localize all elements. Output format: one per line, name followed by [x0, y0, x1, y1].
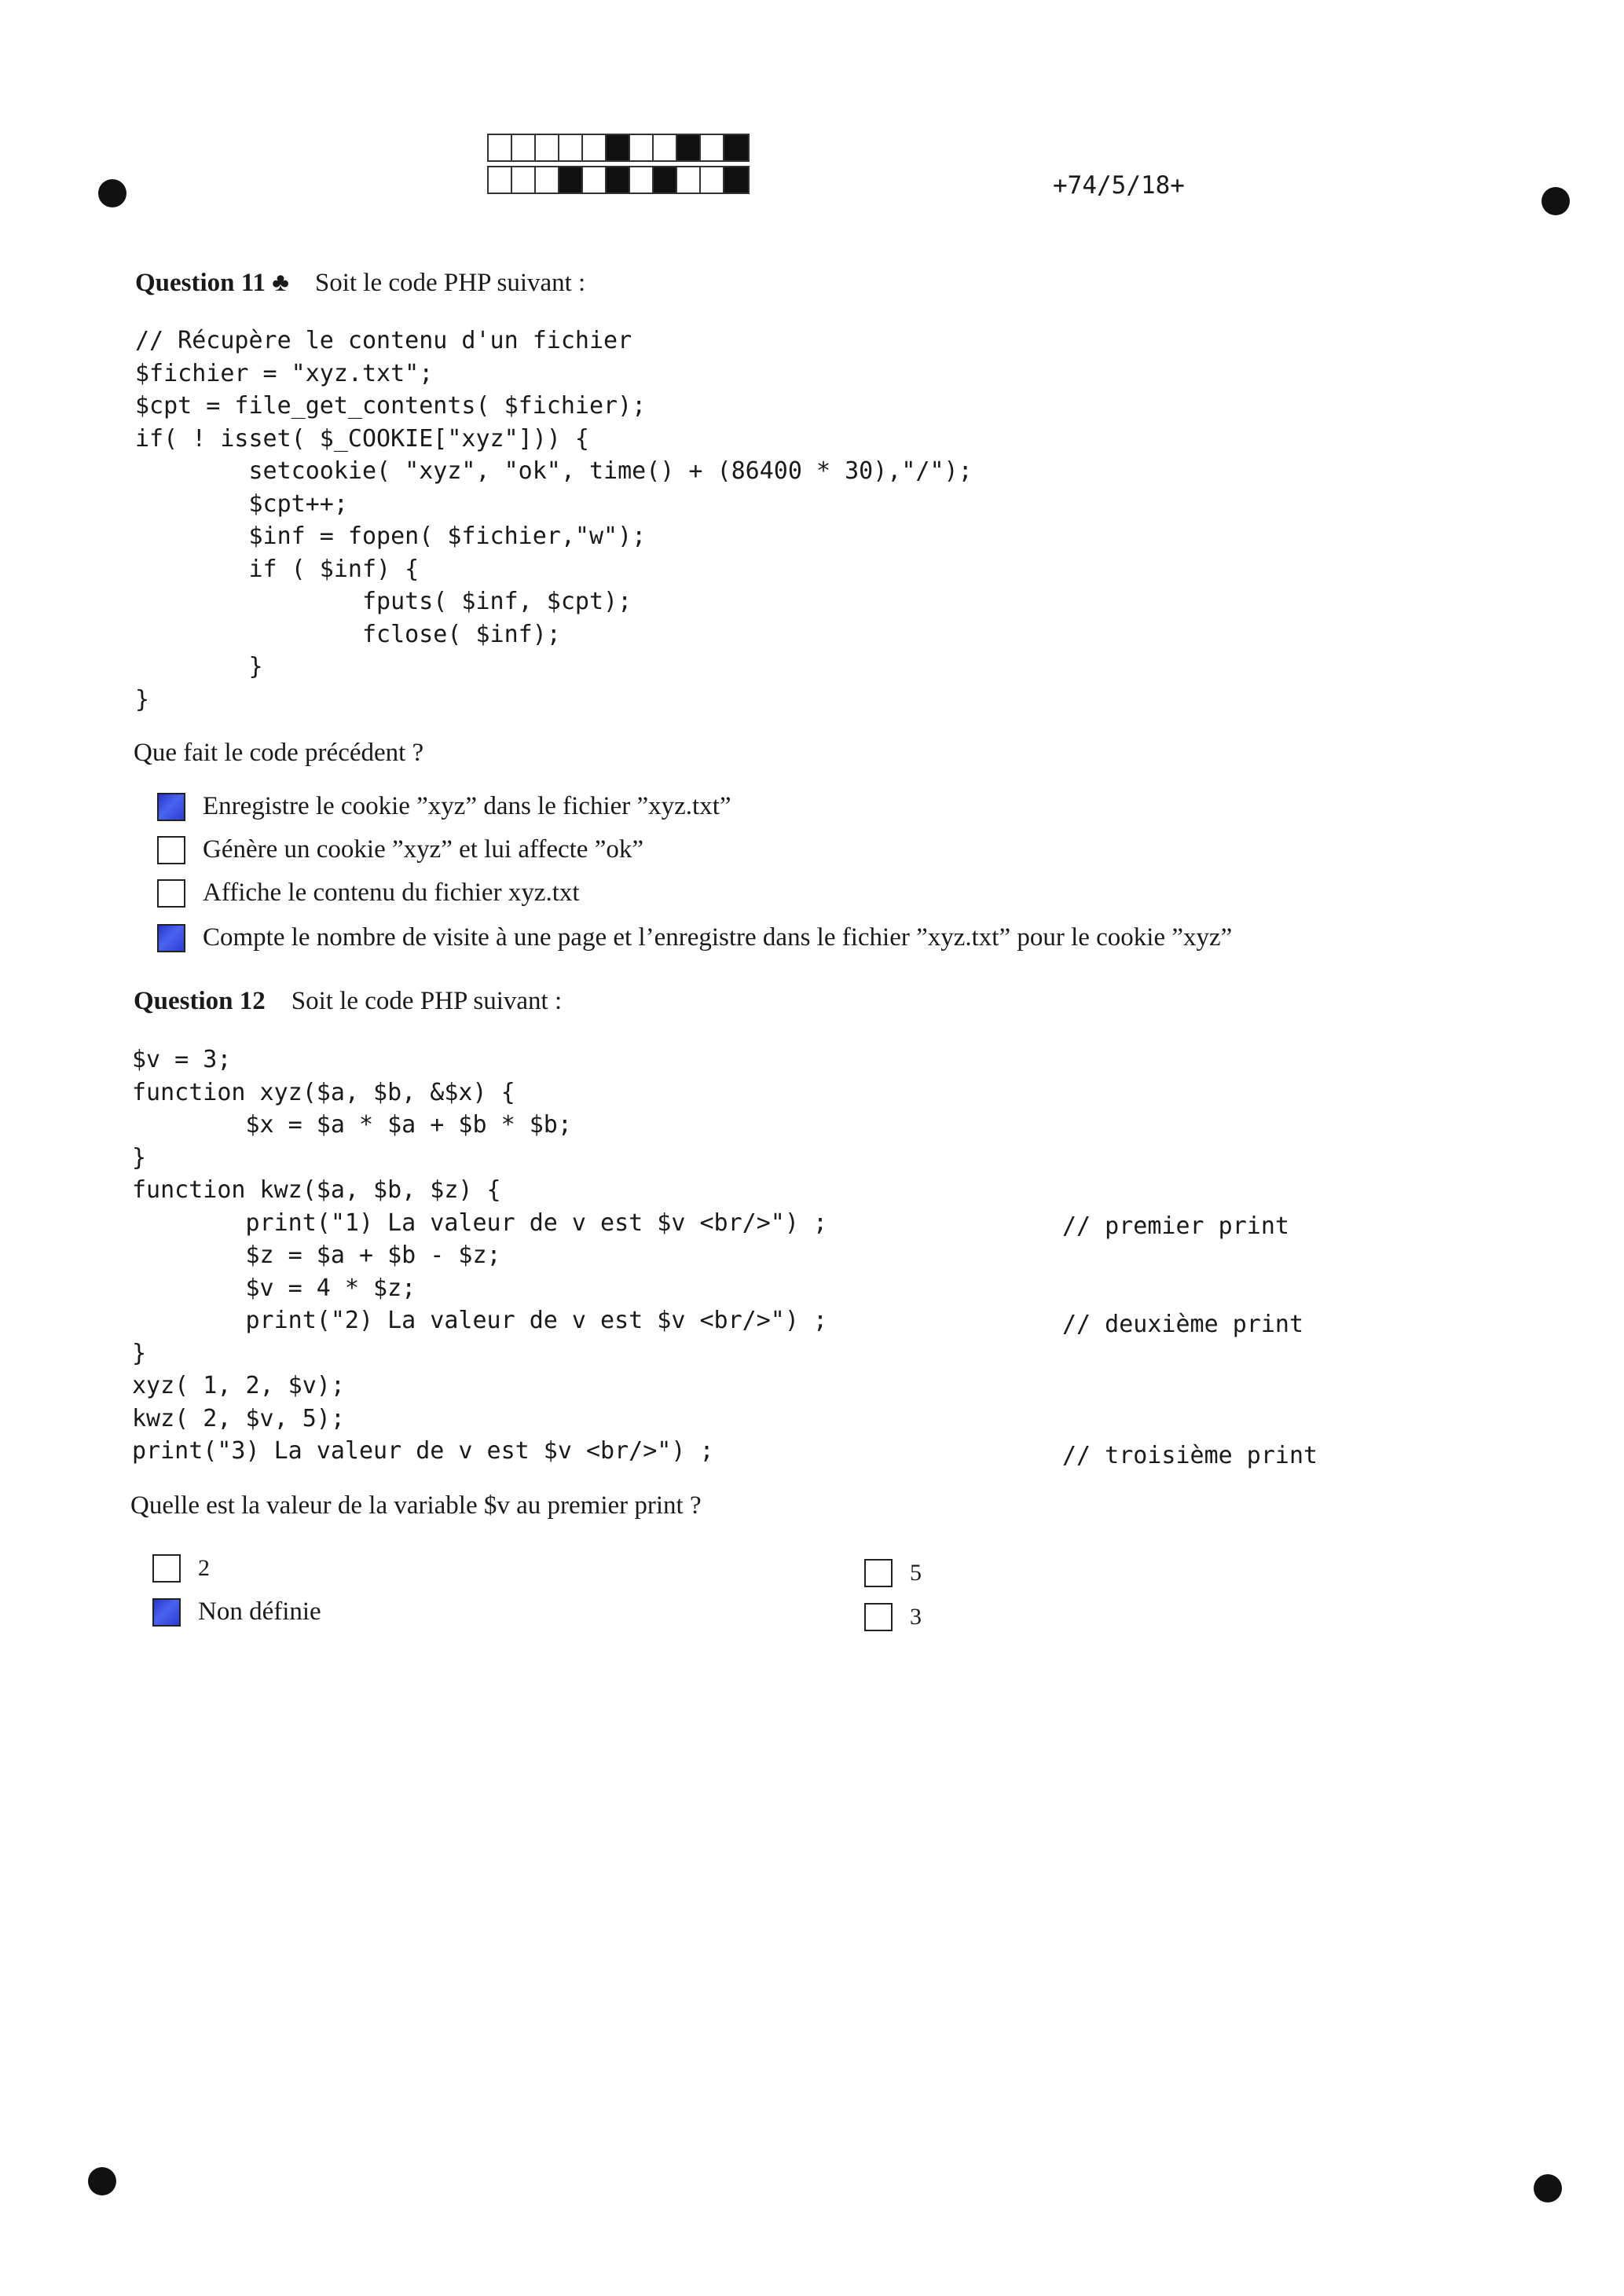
- registration-mark-top-right: [1542, 187, 1570, 215]
- barcode-cell: [512, 167, 536, 193]
- page-barcode-row-1: [487, 134, 750, 162]
- barcode-cell: [630, 135, 654, 160]
- registration-mark-bottom-left: [88, 2167, 116, 2195]
- registration-mark-bottom-right: [1534, 2174, 1562, 2202]
- barcode-cell: [607, 135, 630, 160]
- question-11-heading: [135, 269, 585, 298]
- barcode-cell: [630, 167, 654, 193]
- barcode-cell: [724, 135, 748, 160]
- q11-option-2[interactable]: [157, 835, 643, 864]
- q11-option-1[interactable]: [157, 792, 731, 821]
- question-11-code: // Récupère le contenu d'un fichier $fichier = "xyz.txt"; $cpt = file_get_contents( $fichier); if( ! isset( $_COOKIE["xyz"])) { setcookie( "xyz", "ok", time() + (86400 * 30),"/"); $cpt++; $inf = fopen( $fichier,"w"); if ( $inf) { fputs( $inf, $cpt); fclose( $inf); } }: [135, 327, 973, 713]
- barcode-cell: [677, 135, 701, 160]
- code-comment-deuxieme-print: // deuxième print: [1062, 1311, 1304, 1338]
- q12-option-1[interactable]: [152, 1554, 210, 1583]
- option-label: 3: [910, 1604, 922, 1630]
- barcode-cell: [489, 167, 512, 193]
- barcode-cell: [724, 167, 748, 193]
- barcode-cell: [536, 167, 559, 193]
- question-12-label: Question 12: [134, 987, 266, 1015]
- option-label: Enregistre le cookie ”xyz” dans le fichier ”xyz.txt”: [203, 792, 731, 820]
- checkbox[interactable]: [157, 836, 185, 864]
- option-label: 5: [910, 1560, 922, 1586]
- barcode-cell: [607, 167, 630, 193]
- code-comment-troisieme-print: // troisième print: [1062, 1442, 1318, 1469]
- checkbox[interactable]: [152, 1598, 181, 1627]
- barcode-cell: [583, 135, 607, 160]
- checkbox[interactable]: [157, 793, 185, 821]
- question-12-intro: Soit le code PHP suivant :: [291, 987, 563, 1015]
- q12-option-4[interactable]: [864, 1603, 922, 1631]
- q12-option-2[interactable]: [152, 1597, 321, 1627]
- code-comment-premier-print: // premier print: [1062, 1212, 1289, 1240]
- checkbox[interactable]: [864, 1559, 893, 1587]
- barcode-cell: [559, 135, 583, 160]
- registration-mark-top-left: [98, 179, 126, 207]
- barcode-cell: [654, 135, 677, 160]
- question-11-prompt: Que fait le code précédent ?: [134, 739, 424, 767]
- barcode-cell: [559, 167, 583, 193]
- option-label: Non définie: [198, 1597, 321, 1626]
- question-12-prompt: Quelle est la valeur de la variable $v au premier print ?: [130, 1491, 702, 1520]
- question-11-intro: Soit le code PHP suivant :: [314, 269, 586, 297]
- q11-option-4[interactable]: [157, 923, 1232, 952]
- question-11-label: Question 11: [135, 269, 266, 297]
- barcode-cell: [654, 167, 677, 193]
- barcode-cell: [583, 167, 607, 193]
- q11-option-3[interactable]: [157, 878, 580, 908]
- option-label: 2: [198, 1555, 210, 1581]
- page-barcode-row-2: [487, 166, 750, 194]
- checkbox[interactable]: [157, 879, 185, 908]
- page-identifier: +74/5/18+: [1053, 171, 1185, 200]
- barcode-cell: [701, 135, 724, 160]
- checkbox[interactable]: [152, 1554, 181, 1583]
- barcode-cell: [701, 167, 724, 193]
- checkbox[interactable]: [157, 924, 185, 952]
- barcode-cell: [512, 135, 536, 160]
- club-suit-icon: ♣: [272, 269, 289, 297]
- question-12-code: $v = 3; function xyz($a, $b, &$x) { $x = $a * $a + $b * $b; } function kwz($a, $b, $z) { print("1) La valeur de v est $v <br/>") ; $z = $a + $b - $z; $v = 4 * $z; print("2) La valeur de v est $v <br/>") ; } xyz( 1, 2, $v); kwz( 2, $v, 5); print("3) La valeur de v est $v <br/>") ;: [132, 1046, 828, 1465]
- question-12-heading: [134, 987, 562, 1016]
- checkbox[interactable]: [864, 1603, 893, 1631]
- barcode-cell: [489, 135, 512, 160]
- option-label: Affiche le contenu du fichier xyz.txt: [203, 878, 580, 907]
- barcode-cell: [677, 167, 701, 193]
- q12-option-3[interactable]: [864, 1559, 922, 1587]
- option-label: Compte le nombre de visite à une page et l’enregistre dans le fichier ”xyz.txt” pour le cookie ”xyz”: [203, 923, 1233, 952]
- option-label: Génère un cookie ”xyz” et lui affecte ”ok”: [203, 835, 643, 864]
- barcode-cell: [536, 135, 559, 160]
